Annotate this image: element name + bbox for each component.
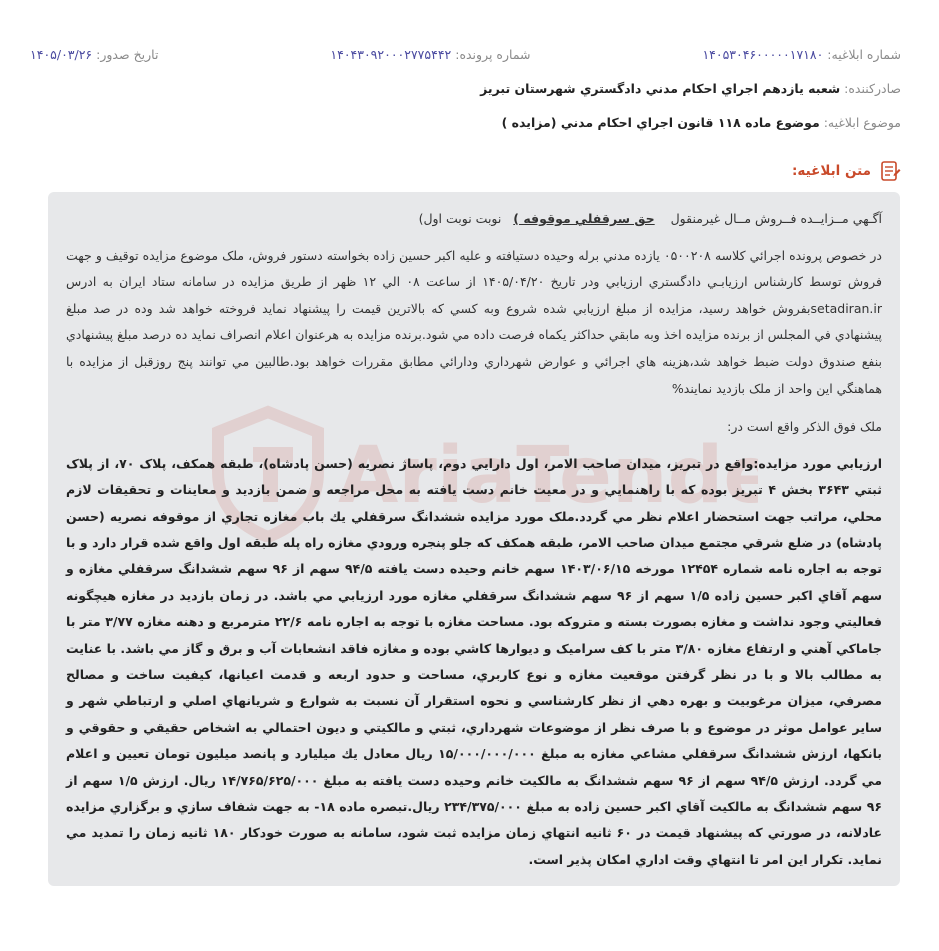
- notice-title-suffix: نوبت نوبت اول): [418, 211, 502, 226]
- notice-number-value: ۱۴۰۵۳۰۴۶۰۰۰۰۰۱۷۱۸۰: [702, 47, 824, 62]
- subject-label: موضوع ابلاغيه:: [823, 115, 901, 130]
- issue-date-value: ۱۴۰۵/۰۳/۲۶: [30, 47, 93, 62]
- issuer-value: شعبه يازدهم اجراي احکام مدني دادگستري شهرستان تبريز: [480, 81, 841, 96]
- watermark-text: AriaTende: [338, 431, 758, 521]
- issuer-label: صادرکننده:: [844, 81, 901, 96]
- issue-date-label: تاريخ صدور:: [96, 47, 159, 62]
- appraisal-details-paragraph: ارزيابي مورد مزايده:واقع در تبريز، ميدان صاحب الامر، اول دارايي دوم، پاساژ نصريه (حسن پادشاه)، طبقه همکف، پلاک ۷۰، از پلاک ثبتي ۳۶۴۳ بخش ۴ تبريز بوده که با راهنمايي و در معيت خانم دست يافته به محل مراجعه و ضمن بازديد و معاينات و تحقيقات لازم محلي، مراتب جهت استحضار اعلام نظر مي گردد.ملک مورد مزايده ششدانگ سرقفلي يك باب مغازه تجاري از موقوفه نصريه (حسن پادشاه) در ضلع شرقي مجتمع ميدان صاحب الامر، طبقه همکف که جلو پنجره ورودي مغازه راه پله طبقه اول واقع شده قرار دارد و با توجه به اجاره نامه شماره ۱۲۴۵۴ مورخه ۱۴۰۳/۰۶/۱۵ سهم خانم وحيده دست يافته ۹۴/۵ سهم از ۹۶ سهم ششدانگ سرقفلي مغازه و سهم آقاي اکبر حسين زاده ۱/۵ سهم از ۹۶ سهم ششدانگ سرقفلي مغازه مورد ارزيابي مي باشد. در زمان بازديد در مغازه هيچگونه فعاليتي وجود نداشت و مغازه بصورت بسته و متروکه بود. مساحت مغازه با توجه به اجاره نامه ۲۲/۶ مترمربع و دهنه مغازه ۳/۷۷ متر با جاماکي آهني و ارتفاع مغازه ۳/۸۰ متر با کف سراميک و ديوارها کاشي بوده و مغازه فاقد انشعابات آب و برق و گاز مي باشد. با عنايت به مطالب بالا و با در نظر گرفتن موقعيت مغازه و نوع کاربري، مساحت و حدود اربعه و قدمت اعيانها، کيفيت ساخت و مصالح مصرفي، ميزان مرغوبيت و بهره دهي از نظر کارشناسي و نحوه استقرار آن نسبت به شوارع و شريانهاي اصلي و ارتباطي شهر و ساير عوامل موثر در موضوع و با صرف نظر از موضوعات شهرداري، ثبتي و مالکيتي و ديون احتمالي به اشخاص حقيقي و حقوقي و بانکها، ارزش ششدانگ سرقفلي مشاعي مغازه به مبلغ ۱۵/۰۰۰/۰۰۰/۰۰۰ ريال معادل يك ميليارد و پانصد ميليون تومان تعيين و اعلام مي گردد. ارزش ۹۴/۵ سهم از ۹۶ سهم ششدانگ به مالکيت خانم وحيده دست يافته به مبلغ ۱۴/۷۶۵/۶۲۵/۰۰۰ ريال. ارزش ۱/۵ سهم از ۹۶ سهم ششدانگ به مالکيت آقاي اکبر حسين زاده به مبلغ ۲۳۴/۳۷۵/۰۰۰ ريال.تبصره ماده ۱۸- به جهت شفاف سازي و برگزاري مزايده عادلانه، در صورتي که پيشنهاد قيمت در ۶۰ ثانيه انتهاي زمان مزايده ثبت شود، سامانه به صورت خودکار ۱۸۰ ثانيه زمان را تمديد مي نمايد. تکرار اين امر تا انتهاي وقت اداري امکان پذير است.: [66, 455, 883, 867]
- notice-number-label: شماره ابلاغيه:: [827, 47, 901, 62]
- issuer-row: [480, 80, 901, 98]
- notice-text-box: [48, 192, 900, 886]
- subject-value: موضوع ماده ۱۱۸ قانون اجراي احکام مدني (مزايده ): [501, 115, 820, 130]
- case-number: [330, 46, 530, 64]
- notice-text-heading-label: متن ابلاغيه:: [792, 163, 871, 179]
- notice-title-subject: حق سرقفلي موقوفه ): [513, 211, 655, 226]
- document-text-icon: [879, 160, 901, 182]
- case-number-label: شماره پرونده:: [455, 47, 531, 62]
- notice-title: [66, 206, 882, 233]
- notice-meta-row: [30, 46, 901, 64]
- notice-title-prefix: آگـهي مــزايــده فــروش مــال غيرمنقول: [670, 211, 882, 226]
- case-number-value: ۱۴۰۴۳۰۹۲۰۰۰۲۷۷۵۴۴۲: [330, 47, 452, 62]
- notice-text-heading: [792, 160, 901, 182]
- notice-intro-paragraph: در خصوص پرونده اجرائي کلاسه ۰۵۰۰۲۰۸ يازده مدني برله وحيده دستيافته و عليه اکبر حسين زاده بخواسته دستور فروش، ملک موضوع مزايده توقيف و جهت فروش توسط کارشناس ارزيابـي دادگستري ارزيابي ودر تاريخ ۱۴۰۵/۰۴/۲۰ از ساعت ۰۸ الي ۱۲ ظهر از طريق مزايده در سامانه ستاد ايران به ادرس setadiran.irبفروش خواهد رسيد، مزايده از مبلغ ارزيابي شده شروع وبه کسي که بالاترين قيمت را پيشنهاد نمايد فروخته خواهد شد وده در صد مبلغ پيشنهادي في المجلس از برنده مزايده اخذ وبه مابقي حداکثر يکماه فرصت داده مي شود.برنده مزايده به هرعنوان اعلام انصراف نمايد ده درصد مبلغ پيشنهادي بنفع صندوق دولت ضبط خواهد شد،هزينه هاي اجرائي و عوارض شهرداري ودارائي مطابق مقررات خواهد بود.طالبين مي توانند پنج روزقبل از مزايده با هماهنگي اين واحد از ملک بازديد نمايند%: [66, 247, 882, 396]
- issue-date: [30, 46, 158, 64]
- location-line: ملک فوق الذکر واقع است در:: [727, 419, 882, 435]
- subject-row: [502, 114, 901, 132]
- notice-number: [702, 46, 901, 64]
